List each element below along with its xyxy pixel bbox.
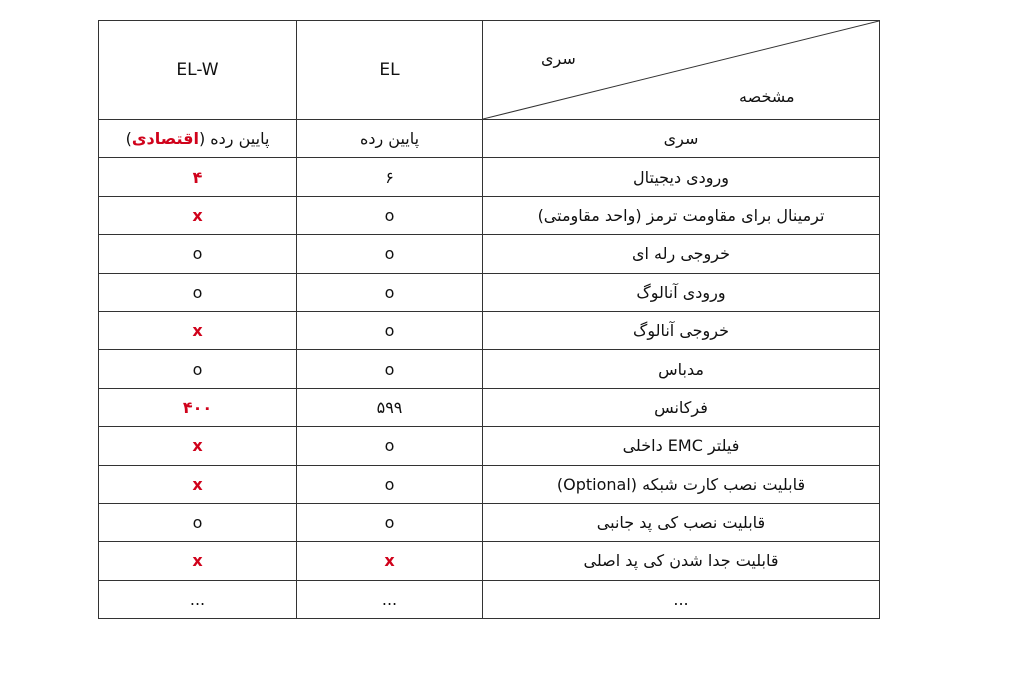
cell-elw-value: x: [192, 436, 203, 456]
cell-el: [297, 158, 483, 196]
cell-el-value: o: [384, 474, 395, 494]
cell-el: [297, 580, 483, 618]
cell-elw: [99, 311, 297, 349]
cell-el-value: ۶: [385, 167, 394, 187]
cell-elw-value: ۴: [192, 167, 203, 187]
table-row: [99, 542, 880, 580]
cell-el: [297, 120, 483, 158]
cell-elw-value: x: [192, 474, 203, 494]
corner-spec-label: مشخصه: [739, 87, 795, 106]
cell-elw-value: x: [192, 551, 203, 571]
cell-el: [297, 465, 483, 503]
table-row: [99, 388, 880, 426]
cell-spec-value: فرکانس: [654, 397, 708, 417]
cell-spec-value: خروجی رله ای: [632, 244, 730, 264]
cell-spec: [483, 503, 880, 541]
cell-elw-value: o: [192, 244, 203, 264]
table-row: [99, 580, 880, 618]
cell-elw: [99, 273, 297, 311]
header-el: EL: [297, 21, 483, 120]
cell-elw-suffix: ): [125, 129, 132, 149]
cell-spec: [483, 350, 880, 388]
cell-el: [297, 350, 483, 388]
cell-spec: [483, 388, 880, 426]
table-row: [99, 311, 880, 349]
cell-elw-value: ۴۰۰: [182, 397, 213, 417]
spec-comparison-table: [98, 20, 880, 619]
cell-spec-value: ورودی دیجیتال: [633, 167, 729, 187]
cell-spec-value: سری: [663, 129, 699, 149]
table-header-row: [99, 21, 880, 120]
cell-elw: [99, 350, 297, 388]
cell-spec: [483, 196, 880, 234]
cell-spec-value: فیلتر EMC داخلی: [622, 436, 740, 456]
cell-elw-prefix: پایین رده (: [198, 129, 270, 149]
cell-spec: [483, 465, 880, 503]
table-row: [99, 273, 880, 311]
cell-elw-value: o: [192, 282, 203, 302]
table-row: [99, 503, 880, 541]
table-row: [99, 196, 880, 234]
cell-el: [297, 503, 483, 541]
table-row: [99, 120, 880, 158]
cell-elw-value: o: [192, 359, 203, 379]
cell-spec-value: ترمینال برای مقاومت ترمز (واحد مقاومتی): [537, 205, 825, 225]
cell-elw: [99, 158, 297, 196]
cell-elw: [99, 235, 297, 273]
cell-elw: [99, 388, 297, 426]
cell-elw-value: x: [192, 205, 203, 225]
cell-el: [297, 196, 483, 234]
cell-spec-value: ...: [673, 589, 689, 609]
cell-elw: [99, 542, 297, 580]
cell-elw: [99, 465, 297, 503]
cell-el-value: o: [384, 321, 395, 341]
cell-el-value: o: [384, 205, 395, 225]
cell-el-value: پایین رده: [359, 129, 420, 149]
cell-el-value: x: [384, 551, 395, 571]
cell-spec-value: خروجی آنالوگ: [633, 321, 729, 341]
cell-el-value: ۵۹۹: [376, 397, 403, 417]
table-row: [99, 158, 880, 196]
cell-elw-highlight: اقتصادی: [131, 129, 199, 149]
corner-series-label: سری: [541, 49, 576, 68]
cell-el-value: ...: [381, 589, 398, 609]
cell-spec-value: قابلیت جدا شدن کی پد اصلی: [583, 551, 779, 571]
cell-elw-value: ...: [189, 589, 206, 609]
header-corner: [483, 21, 880, 120]
cell-spec: [483, 273, 880, 311]
cell-spec: [483, 427, 880, 465]
cell-el: [297, 542, 483, 580]
cell-spec-value: قابلیت نصب کی پد جانبی: [596, 513, 766, 533]
table-row: [99, 350, 880, 388]
cell-el-value: o: [384, 244, 395, 264]
cell-el-value: o: [384, 513, 395, 533]
cell-elw: [99, 196, 297, 234]
cell-elw: [99, 120, 297, 158]
cell-spec: [483, 311, 880, 349]
cell-elw: [99, 580, 297, 618]
cell-el-value: o: [384, 359, 395, 379]
cell-elw: [99, 427, 297, 465]
cell-elw-value: o: [192, 513, 203, 533]
cell-spec: [483, 235, 880, 273]
table-row: [99, 465, 880, 503]
cell-el: [297, 427, 483, 465]
cell-spec: [483, 158, 880, 196]
table-row: [99, 235, 880, 273]
cell-el-value: o: [384, 436, 395, 456]
cell-elw: [99, 503, 297, 541]
cell-elw-value: x: [192, 321, 203, 341]
cell-el: [297, 273, 483, 311]
cell-spec: [483, 542, 880, 580]
cell-spec: [483, 580, 880, 618]
cell-el: [297, 388, 483, 426]
cell-el-value: o: [384, 282, 395, 302]
header-elw: EL-W: [99, 21, 297, 120]
diagonal-divider: [483, 21, 879, 119]
table-row: [99, 427, 880, 465]
cell-el: [297, 311, 483, 349]
cell-spec-value: ورودی آنالوگ: [636, 282, 726, 302]
cell-spec-value: قابلیت نصب کارت شبکه (Optional): [556, 474, 806, 494]
cell-el: [297, 235, 483, 273]
cell-spec: [483, 120, 880, 158]
cell-spec-value: مدباس: [658, 359, 704, 379]
